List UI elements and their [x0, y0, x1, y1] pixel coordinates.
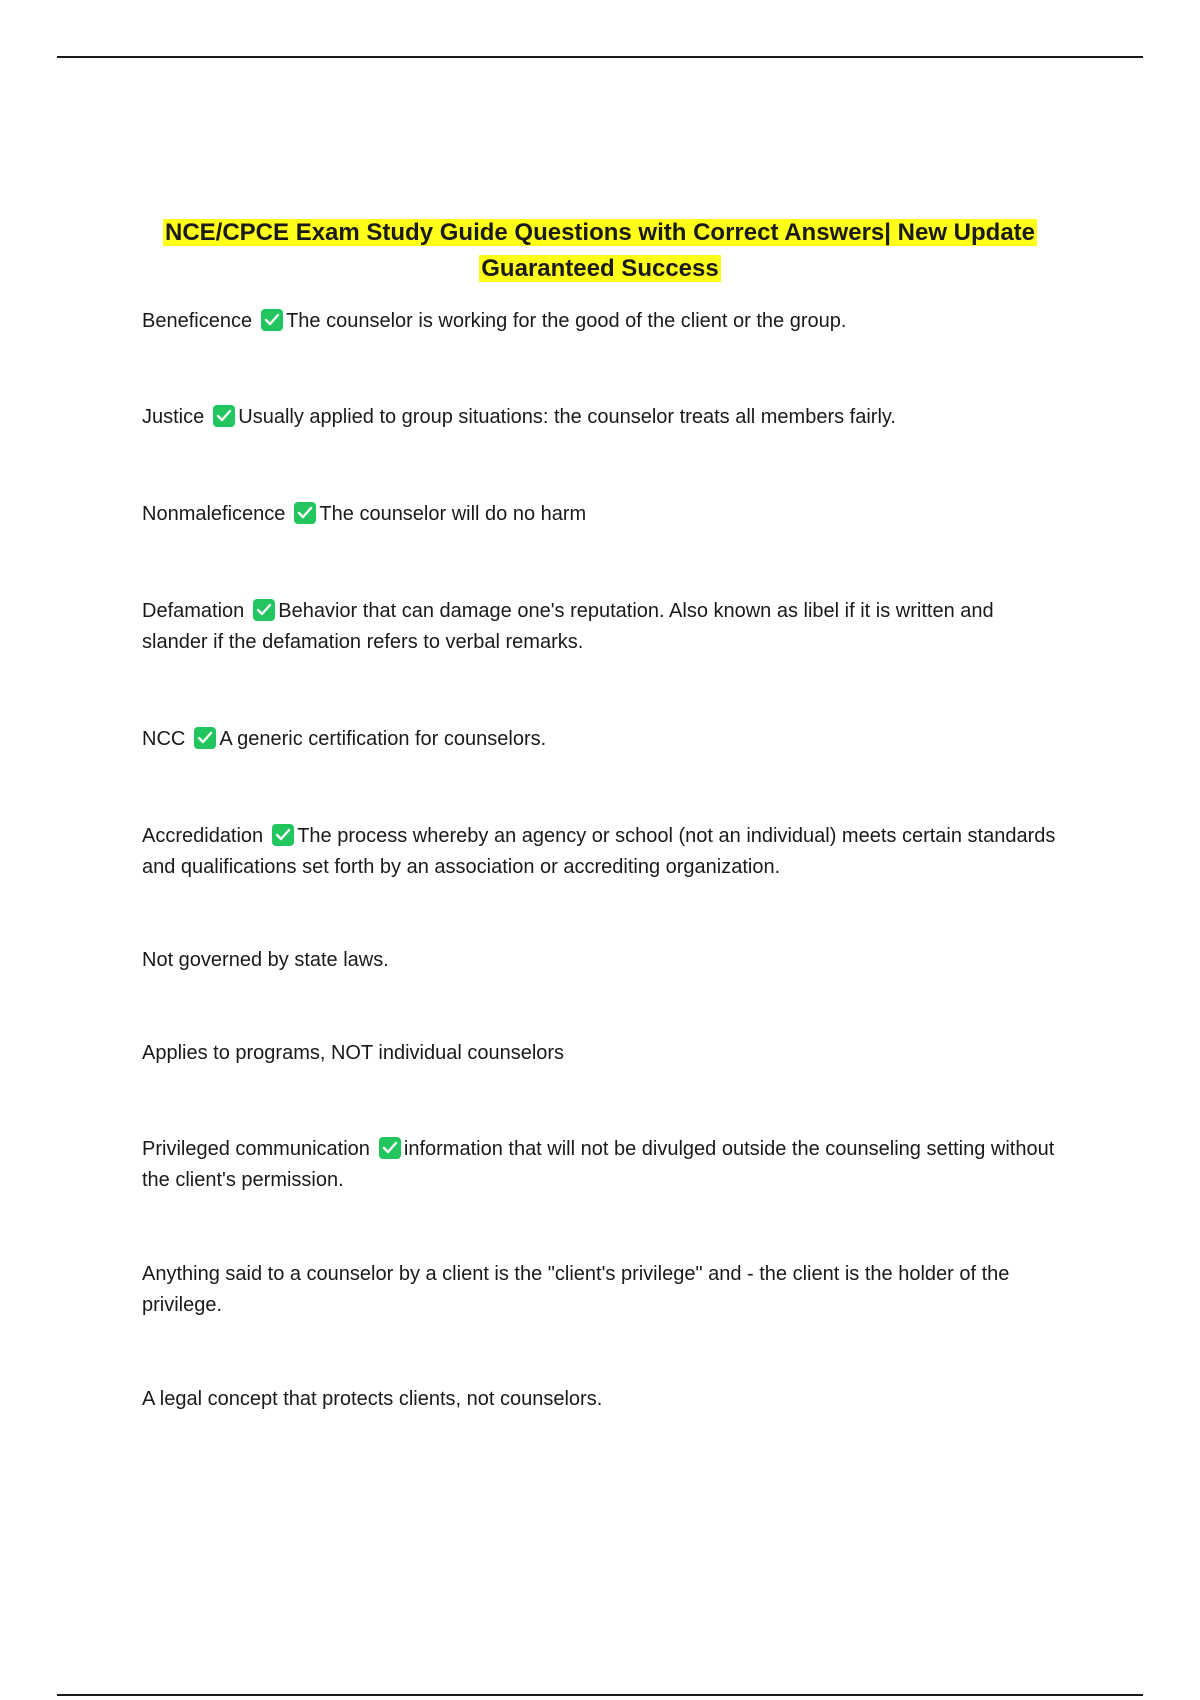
title-line-2: Guaranteed Success [481, 255, 719, 282]
check-mark-icon [253, 599, 275, 621]
definition: Anything said to a counselor by a client is the "client's privilege" and - the client is the holder of the privilege. [142, 1263, 1010, 1316]
list-item [142, 499, 1062, 530]
check-mark-icon [294, 502, 316, 524]
term: Justice [142, 406, 205, 428]
definition: Not governed by state laws. [142, 949, 389, 971]
term: Accredidation [142, 825, 264, 847]
definition: Usually applied to group situations: the counselor treats all members fairly. [238, 406, 896, 428]
definition: information that will not be divulged outside the counseling setting without the client's permission. [142, 1138, 1055, 1191]
definition: A generic certification for counselors. [219, 728, 547, 750]
list-item [142, 945, 1062, 976]
list-item [142, 821, 1062, 883]
definition: The counselor will do no harm [319, 503, 587, 525]
list-item [142, 1134, 1062, 1196]
list-item [142, 596, 1062, 658]
list-item [142, 724, 1062, 755]
term: Defamation [142, 600, 245, 622]
definition: The counselor is working for the good of the client or the group. [286, 310, 847, 332]
check-mark-icon [272, 824, 294, 846]
term: Privileged communication [142, 1138, 370, 1160]
definition: A legal concept that protects clients, not counselors. [142, 1388, 603, 1410]
list-item [142, 1384, 1062, 1415]
page-title [140, 215, 1060, 287]
list-item [142, 402, 1062, 433]
term: Beneficence [142, 310, 253, 332]
list-item [142, 306, 1062, 337]
check-mark-icon [213, 405, 235, 427]
footer-rule [57, 1694, 1143, 1696]
check-mark-icon [261, 309, 283, 331]
title-line-1: NCE/CPCE Exam Study Guide Questions with Correct Answers| New Update [165, 219, 1035, 246]
term: Nonmaleficence [142, 503, 286, 525]
definition: Applies to programs, NOT individual counselors [142, 1042, 565, 1064]
header-rule [57, 56, 1143, 58]
check-mark-icon [194, 727, 216, 749]
definition: Behavior that can damage one's reputation. Also known as libel if it is written and slander if the defamation refers to verbal remarks. [142, 600, 994, 653]
definition: The process whereby an agency or school (not an individual) meets certain standards and qualifications set forth by an association or accrediting organization. [142, 825, 1056, 878]
list-item [142, 1259, 1062, 1321]
check-mark-icon [379, 1137, 401, 1159]
term: NCC [142, 728, 186, 750]
list-item [142, 1038, 1062, 1069]
